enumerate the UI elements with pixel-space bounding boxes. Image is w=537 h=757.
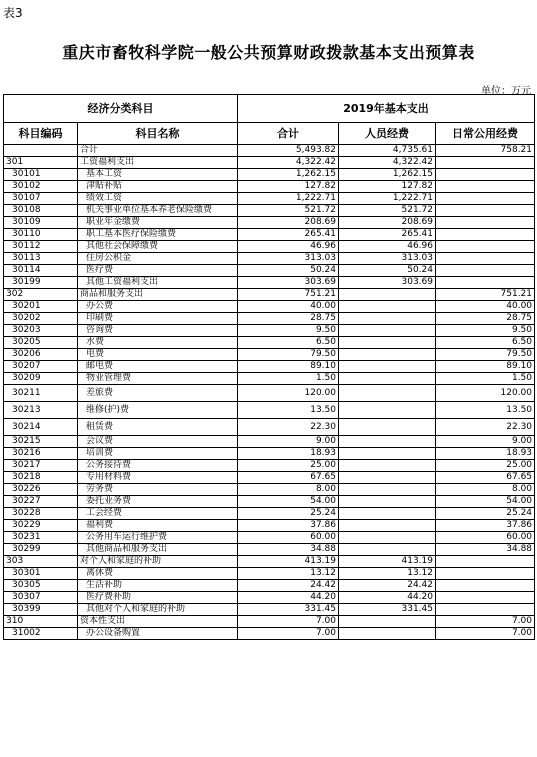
cell-name: 委托业务费 — [78, 496, 238, 508]
cell-name: 对个人和家庭的补助 — [78, 556, 238, 568]
cell-public: 6.50 — [436, 337, 535, 349]
cell-code: 30228 — [4, 508, 78, 520]
cell-public: 13.50 — [436, 402, 535, 419]
cell-personnel: 413.19 — [339, 556, 436, 568]
cell-name: 机关事业单位基本养老保险缴费 — [78, 205, 238, 217]
cell-code: 30217 — [4, 460, 78, 472]
cell-name: 职业年金缴费 — [78, 217, 238, 229]
cell-public: 8.00 — [436, 484, 535, 496]
cell-public: 25.00 — [436, 460, 535, 472]
cell-public — [436, 157, 535, 169]
table-row — [4, 313, 535, 325]
table-row — [4, 496, 535, 508]
cell-total: 265.41 — [238, 229, 339, 241]
cell-total: 22.30 — [238, 419, 339, 436]
cell-code: 302 — [4, 289, 78, 301]
cell-personnel: 24.42 — [339, 580, 436, 592]
cell-name: 其他社会保障缴费 — [78, 241, 238, 253]
cell-personnel: 265.41 — [339, 229, 436, 241]
cell-public: 25.24 — [436, 508, 535, 520]
cell-total: 89.10 — [238, 361, 339, 373]
cell-name: 公务用车运行维护费 — [78, 532, 238, 544]
cell-code: 30202 — [4, 313, 78, 325]
header-total: 合计 — [238, 123, 339, 145]
cell-total: 6.50 — [238, 337, 339, 349]
cell-public — [436, 241, 535, 253]
cell-total: 751.21 — [238, 289, 339, 301]
cell-name: 租赁费 — [78, 419, 238, 436]
table-row — [4, 484, 535, 496]
cell-total: 28.75 — [238, 313, 339, 325]
cell-personnel — [339, 544, 436, 556]
cell-personnel — [339, 616, 436, 628]
cell-total: 4,322.42 — [238, 157, 339, 169]
cell-code: 30213 — [4, 402, 78, 419]
cell-code: 30216 — [4, 448, 78, 460]
cell-code: 30101 — [4, 169, 78, 181]
table-row — [4, 616, 535, 628]
cell-code — [4, 145, 78, 157]
cell-code: 30229 — [4, 520, 78, 532]
cell-personnel — [339, 460, 436, 472]
cell-personnel: 4,735.61 — [339, 145, 436, 157]
cell-code: 30226 — [4, 484, 78, 496]
cell-name: 物业管理费 — [78, 373, 238, 385]
cell-name: 工会经费 — [78, 508, 238, 520]
header-personnel: 人员经费 — [339, 123, 436, 145]
cell-code: 30305 — [4, 580, 78, 592]
cell-name: 医疗费 — [78, 265, 238, 277]
cell-code: 30207 — [4, 361, 78, 373]
table-row — [4, 361, 535, 373]
cell-public: 40.00 — [436, 301, 535, 313]
cell-personnel: 127.82 — [339, 181, 436, 193]
cell-name: 培训费 — [78, 448, 238, 460]
cell-personnel — [339, 532, 436, 544]
table-row — [4, 265, 535, 277]
cell-total: 303.69 — [238, 277, 339, 289]
cell-public — [436, 592, 535, 604]
cell-public — [436, 193, 535, 205]
cell-total: 50.24 — [238, 265, 339, 277]
table-row — [4, 460, 535, 472]
cell-total: 46.96 — [238, 241, 339, 253]
table-row — [4, 508, 535, 520]
cell-total: 7.00 — [238, 628, 339, 640]
cell-code: 301 — [4, 157, 78, 169]
cell-personnel — [339, 361, 436, 373]
cell-personnel: 44.20 — [339, 592, 436, 604]
cell-code: 303 — [4, 556, 78, 568]
table-row — [4, 556, 535, 568]
cell-code: 30227 — [4, 496, 78, 508]
cell-total: 521.72 — [238, 205, 339, 217]
table-row — [4, 419, 535, 436]
cell-name: 生活补助 — [78, 580, 238, 592]
cell-code: 30112 — [4, 241, 78, 253]
cell-total: 208.69 — [238, 217, 339, 229]
cell-code: 30205 — [4, 337, 78, 349]
table-row — [4, 205, 535, 217]
cell-name: 劳务费 — [78, 484, 238, 496]
cell-code: 30218 — [4, 472, 78, 484]
cell-name: 水费 — [78, 337, 238, 349]
table-row — [4, 520, 535, 532]
cell-name: 公务接待费 — [78, 460, 238, 472]
cell-total: 18.93 — [238, 448, 339, 460]
table-row — [4, 229, 535, 241]
cell-code: 30307 — [4, 592, 78, 604]
unit-note: 单位：万元 — [481, 86, 531, 97]
table-row — [4, 217, 535, 229]
cell-public — [436, 556, 535, 568]
cell-public: 67.65 — [436, 472, 535, 484]
cell-name: 办公设备购置 — [78, 628, 238, 640]
cell-public: 54.00 — [436, 496, 535, 508]
cell-public — [436, 169, 535, 181]
cell-total: 5,493.82 — [238, 145, 339, 157]
cell-name: 办公费 — [78, 301, 238, 313]
cell-total: 34.88 — [238, 544, 339, 556]
cell-total: 25.00 — [238, 460, 339, 472]
cell-total: 13.12 — [238, 568, 339, 580]
cell-code: 30108 — [4, 205, 78, 217]
cell-public — [436, 568, 535, 580]
cell-personnel — [339, 520, 436, 532]
cell-code: 30299 — [4, 544, 78, 556]
cell-total: 40.00 — [238, 301, 339, 313]
table-row — [4, 169, 535, 181]
cell-total: 120.00 — [238, 385, 339, 402]
cell-public — [436, 253, 535, 265]
table-row — [4, 436, 535, 448]
table-row — [4, 337, 535, 349]
header-economic-category: 经济分类科目 — [4, 95, 238, 123]
cell-code: 30109 — [4, 217, 78, 229]
table-row — [4, 301, 535, 313]
cell-personnel: 1,262.15 — [339, 169, 436, 181]
cell-personnel — [339, 419, 436, 436]
cell-personnel — [339, 402, 436, 419]
cell-code: 31002 — [4, 628, 78, 640]
cell-name: 会议费 — [78, 436, 238, 448]
cell-total: 1,262.15 — [238, 169, 339, 181]
cell-personnel — [339, 472, 436, 484]
cell-total: 331.45 — [238, 604, 339, 616]
cell-personnel — [339, 313, 436, 325]
cell-personnel: 208.69 — [339, 217, 436, 229]
cell-name: 工资福利支出 — [78, 157, 238, 169]
cell-total: 9.50 — [238, 325, 339, 337]
table-row — [4, 592, 535, 604]
table-row — [4, 181, 535, 193]
cell-public: 120.00 — [436, 385, 535, 402]
cell-personnel: 13.12 — [339, 568, 436, 580]
cell-total: 313.03 — [238, 253, 339, 265]
cell-public — [436, 277, 535, 289]
page-title: 重庆市畜牧科学院一般公共预算财政拨款基本支出预算表 — [62, 43, 475, 62]
table-row — [4, 385, 535, 402]
cell-personnel — [339, 628, 436, 640]
cell-public: 9.00 — [436, 436, 535, 448]
cell-name: 职工基本医疗保险缴费 — [78, 229, 238, 241]
cell-code: 30114 — [4, 265, 78, 277]
table-row — [4, 544, 535, 556]
cell-public — [436, 604, 535, 616]
cell-code: 30102 — [4, 181, 78, 193]
cell-code: 30107 — [4, 193, 78, 205]
cell-code: 30211 — [4, 385, 78, 402]
cell-name: 维修(护)费 — [78, 402, 238, 419]
cell-name: 合计 — [78, 145, 238, 157]
header-basic-expenditure: 2019年基本支出 — [238, 95, 535, 123]
cell-public: 37.86 — [436, 520, 535, 532]
cell-name: 福利费 — [78, 520, 238, 532]
cell-name: 咨询费 — [78, 325, 238, 337]
cell-total: 1.50 — [238, 373, 339, 385]
cell-code: 30399 — [4, 604, 78, 616]
table-row — [4, 402, 535, 419]
cell-public: 34.88 — [436, 544, 535, 556]
header-public: 日常公用经费 — [436, 123, 535, 145]
cell-total: 25.24 — [238, 508, 339, 520]
table-row — [4, 289, 535, 301]
table-row — [4, 325, 535, 337]
cell-total: 54.00 — [238, 496, 339, 508]
cell-name: 离休费 — [78, 568, 238, 580]
table-row — [4, 532, 535, 544]
cell-name: 其他对个人和家庭的补助 — [78, 604, 238, 616]
cell-public: 60.00 — [436, 532, 535, 544]
header-name: 科目名称 — [78, 123, 238, 145]
cell-total: 8.00 — [238, 484, 339, 496]
cell-name: 医疗费补助 — [78, 592, 238, 604]
cell-public: 28.75 — [436, 313, 535, 325]
cell-code: 30301 — [4, 568, 78, 580]
cell-personnel — [339, 325, 436, 337]
cell-personnel: 303.69 — [339, 277, 436, 289]
cell-personnel — [339, 436, 436, 448]
cell-personnel — [339, 373, 436, 385]
table-row — [4, 628, 535, 640]
cell-name: 差旅费 — [78, 385, 238, 402]
cell-public: 18.93 — [436, 448, 535, 460]
cell-total: 7.00 — [238, 616, 339, 628]
cell-name: 其他商品和服务支出 — [78, 544, 238, 556]
cell-name: 专用材料费 — [78, 472, 238, 484]
cell-code: 30215 — [4, 436, 78, 448]
table-row — [4, 604, 535, 616]
cell-name: 商品和服务支出 — [78, 289, 238, 301]
cell-code: 30231 — [4, 532, 78, 544]
cell-personnel: 521.72 — [339, 205, 436, 217]
cell-code: 30209 — [4, 373, 78, 385]
cell-name: 邮电费 — [78, 361, 238, 373]
cell-public: 751.21 — [436, 289, 535, 301]
cell-name: 住房公积金 — [78, 253, 238, 265]
cell-total: 24.42 — [238, 580, 339, 592]
cell-code: 30199 — [4, 277, 78, 289]
cell-total: 9.00 — [238, 436, 339, 448]
cell-public — [436, 181, 535, 193]
cell-total: 79.50 — [238, 349, 339, 361]
table-row — [4, 277, 535, 289]
table-row — [4, 253, 535, 265]
cell-total: 1,222.71 — [238, 193, 339, 205]
cell-public — [436, 580, 535, 592]
cell-total: 13.50 — [238, 402, 339, 419]
table-row — [4, 241, 535, 253]
cell-name: 津贴补贴 — [78, 181, 238, 193]
table-row — [4, 568, 535, 580]
cell-public: 758.21 — [436, 145, 535, 157]
cell-total: 60.00 — [238, 532, 339, 544]
cell-public: 7.00 — [436, 616, 535, 628]
cell-name: 印刷费 — [78, 313, 238, 325]
budget-table — [3, 94, 535, 640]
cell-total: 44.20 — [238, 592, 339, 604]
cell-personnel — [339, 496, 436, 508]
cell-name: 基本工资 — [78, 169, 238, 181]
cell-total: 127.82 — [238, 181, 339, 193]
cell-code: 30110 — [4, 229, 78, 241]
cell-total: 67.65 — [238, 472, 339, 484]
cell-personnel: 1,222.71 — [339, 193, 436, 205]
table-row — [4, 448, 535, 460]
cell-public — [436, 217, 535, 229]
cell-personnel — [339, 385, 436, 402]
cell-personnel — [339, 349, 436, 361]
cell-personnel — [339, 508, 436, 520]
cell-name: 资本性支出 — [78, 616, 238, 628]
header-code: 科目编码 — [4, 123, 78, 145]
cell-public: 22.30 — [436, 419, 535, 436]
table-body — [4, 145, 535, 640]
cell-personnel: 50.24 — [339, 265, 436, 277]
cell-personnel: 313.03 — [339, 253, 436, 265]
cell-personnel — [339, 289, 436, 301]
table-row — [4, 373, 535, 385]
cell-name: 电费 — [78, 349, 238, 361]
cell-code: 30203 — [4, 325, 78, 337]
cell-personnel — [339, 301, 436, 313]
cell-name: 其他工资福利支出 — [78, 277, 238, 289]
cell-public: 9.50 — [436, 325, 535, 337]
cell-personnel: 4,322.42 — [339, 157, 436, 169]
cell-code: 30206 — [4, 349, 78, 361]
cell-personnel — [339, 448, 436, 460]
cell-public: 79.50 — [436, 349, 535, 361]
cell-personnel — [339, 484, 436, 496]
cell-public: 1.50 — [436, 373, 535, 385]
table-row — [4, 349, 535, 361]
table-row — [4, 145, 535, 157]
cell-personnel — [339, 337, 436, 349]
cell-code: 30214 — [4, 419, 78, 436]
cell-public — [436, 205, 535, 217]
table-row — [4, 157, 535, 169]
cell-personnel: 46.96 — [339, 241, 436, 253]
table-row — [4, 193, 535, 205]
table-row — [4, 580, 535, 592]
table-label: 表3 — [3, 6, 23, 20]
cell-personnel: 331.45 — [339, 604, 436, 616]
cell-public — [436, 229, 535, 241]
table-row — [4, 472, 535, 484]
cell-public — [436, 265, 535, 277]
cell-total: 37.86 — [238, 520, 339, 532]
cell-code: 30201 — [4, 301, 78, 313]
cell-code: 310 — [4, 616, 78, 628]
cell-total: 413.19 — [238, 556, 339, 568]
cell-public: 89.10 — [436, 361, 535, 373]
cell-code: 30113 — [4, 253, 78, 265]
cell-name: 绩效工资 — [78, 193, 238, 205]
cell-public: 7.00 — [436, 628, 535, 640]
